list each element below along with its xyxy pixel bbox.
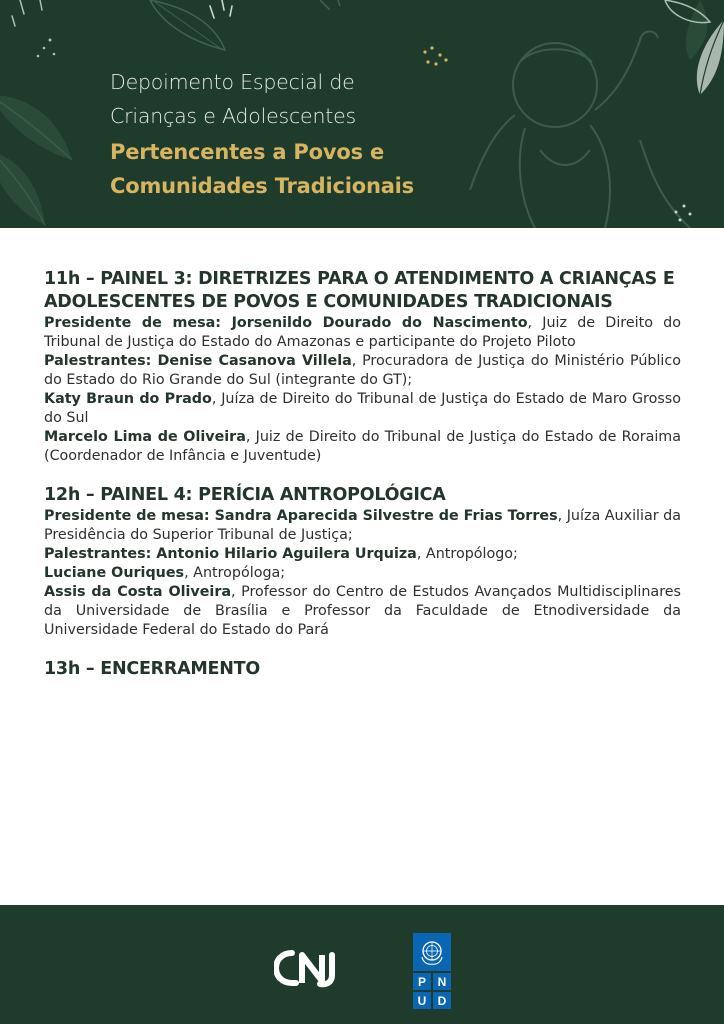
panel-3-heading: 11h – PAINEL 3: DIRETRIZES PARA O ATENDIMENTO A CRIANÇAS E ADOLESCENTES DE POVOS E COMUNIDADES TRADICIONAIS — [44, 269, 675, 312]
panel-3-speaker-2-name: Katy Braun do Prado — [44, 391, 212, 407]
un-emblem-icon — [413, 933, 451, 971]
panel-3-speaker-1 — [44, 352, 681, 390]
footer-banner — [0, 905, 724, 1024]
panel-4-speaker-2-desc: , Antropóloga; — [184, 565, 286, 581]
cnj-logo — [274, 947, 354, 989]
panel-3-speaker-3-desc: , Juiz de Direito do Tribunal de Justiça do Estado de Roraima (Coordenador de Infância e Juventude) — [44, 429, 681, 464]
cnj-logo-text: CNJ — [314, 988, 316, 989]
pnud-letter-p: P — [413, 973, 431, 990]
panel-4-speaker-1 — [44, 545, 681, 564]
panel-3-speaker-2 — [44, 390, 681, 428]
event-subtitle-line-2: Comunidades Tradicionais — [110, 174, 414, 198]
panel-4-heading: 12h – PAINEL 4: PERÍCIA ANTROPOLÓGICA — [44, 485, 446, 505]
panel-4-speaker-3 — [44, 583, 681, 640]
panel-4-president-name: Presidente de mesa: Sandra Aparecida Silvestre de Frias Torres — [44, 508, 558, 524]
panel-4-speaker-2-name: Luciane Ouriques — [44, 565, 185, 581]
pnud-letter-d: D — [433, 992, 451, 1009]
event-title-line-2: Crianças e Adolescentes — [110, 104, 356, 128]
panel-3-president-desc: , Juiz de Direito do Tribunal de Justiça do Estado do Amazonas e participante do Projeto Piloto — [44, 315, 681, 350]
panel-3-speaker-1-desc: , Procuradora de Justiça do Ministério Público do Estado do Rio Grande do Sul (integrante do GT); — [44, 353, 682, 388]
panel-4-speakers-label: Palestrantes: Antonio Hilario Aguilera Urquiza — [44, 546, 417, 562]
panel-4-speaker-2 — [44, 564, 681, 583]
panel-4-speaker-3-name: Assis da Costa Oliveira — [44, 584, 232, 600]
panel-4-president-desc: , Juíza Auxiliar da Presidência do Superior Tribunal de Justiça; — [44, 508, 682, 543]
panel-4-president — [44, 507, 681, 545]
panel-3-speakers-label: Palestrantes: Denise Casanova Villela — [44, 353, 352, 369]
program-content — [44, 268, 681, 681]
panel-3-speaker-3-name: Marcelo Lima de Oliveira — [44, 429, 246, 445]
pnud-letter-u: U — [413, 992, 431, 1009]
event-subtitle-line-1: Pertencentes a Povos e — [110, 140, 385, 164]
panel-3-president — [44, 314, 681, 352]
event-title-line-1: Depoimento Especial de — [110, 70, 355, 94]
closing-heading: 13h – ENCERRAMENTO — [44, 659, 260, 679]
header-banner — [0, 0, 724, 228]
panel-3-speaker-2-desc: , Juíza de Direito do Tribunal de Justiça do Estado de Maro Grosso do Sul — [44, 391, 682, 426]
panel-3-speaker-3 — [44, 428, 681, 466]
pnud-letter-n: N — [433, 973, 451, 990]
pnud-logo — [413, 933, 451, 1009]
panel-4-speaker-3-desc: , Professor do Centro de Estudos Avançados Multidisciplinares da Universidade de Brasília e Professor da Faculdade de Etnodiversidade da Universidade Federal do Estado do Pará — [44, 584, 681, 638]
panel-4-speaker-1-desc: , Antropólogo; — [416, 546, 518, 562]
panel-3-president-name: Presidente de mesa: Jorsenildo Dourado do Nascimento — [44, 315, 528, 331]
